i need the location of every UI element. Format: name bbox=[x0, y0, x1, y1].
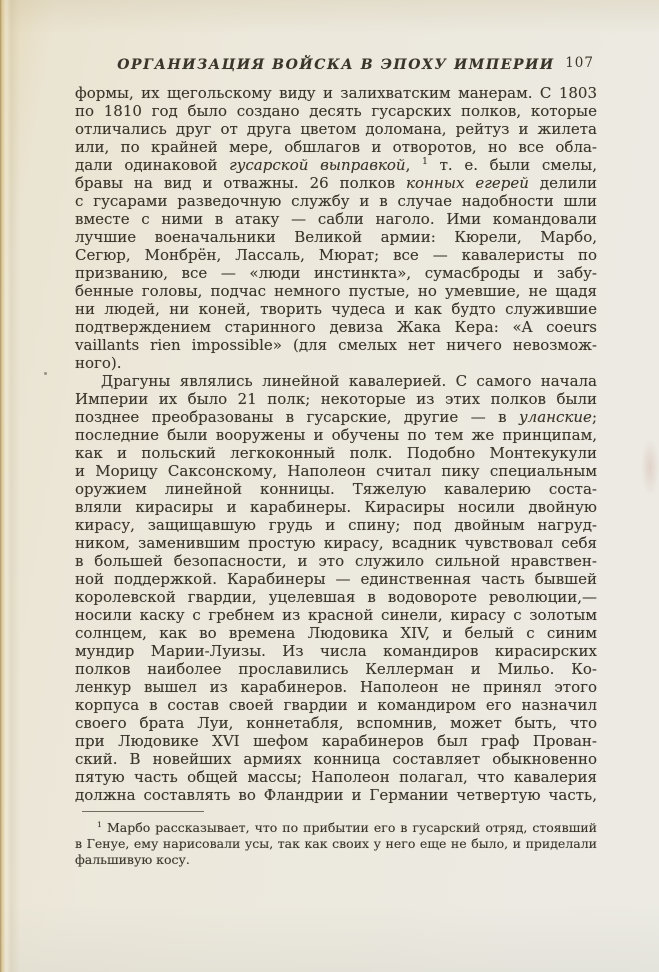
text-line: своего брата Луи, коннетабля, вспомнив, может быть, что bbox=[75, 714, 597, 732]
text-line: ного). bbox=[75, 354, 122, 372]
text-line: лучшие военачальники Великой армии: Кюрели, Марбо, bbox=[75, 228, 597, 246]
text-line: пятую часть общей массы; Наполеон полагал, что кавалерия bbox=[75, 768, 597, 786]
text-line: мундир Марии-Луизы. Из числа командиров кирасирских bbox=[75, 642, 597, 660]
text-line: $^1$ Марбо рассказывает, что по прибытии его в гусарский отряд, стоявший bbox=[97, 819, 597, 835]
text-line: кирасу, защищавшую грудь и спину; под двойным нагруд- bbox=[75, 516, 597, 534]
text-line: полков наиболее прославились Келлерман и Мильо. Ко- bbox=[75, 660, 597, 678]
text-line: королевской гвардии, уцелевшая в водовороте революции,— bbox=[75, 588, 597, 606]
page-gutter-edge bbox=[0, 0, 20, 972]
text-line: формы, их щегольскому виду и залихватским манерам. С 1803 bbox=[75, 84, 597, 102]
footnote-text bbox=[75, 820, 597, 868]
text-line: оружием линейной конницы. Тяжелую кавалерию соста- bbox=[75, 480, 597, 498]
text-line: Драгуны являлись линейной кавалерией. С самого начала bbox=[101, 372, 597, 390]
text-line: ский. В новейших армиях конница составляет обыкновенно bbox=[75, 750, 597, 768]
text-line: солнцем, как во времена Людовика XIV, и белый с синим bbox=[75, 624, 597, 642]
scan-speckle bbox=[44, 372, 47, 375]
text-line: ной поддержкой. Карабинеры — единственная часть бывшей bbox=[75, 570, 597, 588]
text-line: бравы на вид и отважны. 26 полков конных егерей делили bbox=[75, 174, 597, 192]
text-line: Империи их было 21 полк; некоторые из этих полков были bbox=[75, 390, 597, 408]
text-line: Сегюр, Монбрён, Лассаль, Мюрат; все — кавалеристы по bbox=[75, 246, 597, 264]
running-header bbox=[75, 54, 597, 72]
text-line: вляли кирасиры и карабинеры. Кирасиры носили двойную bbox=[75, 498, 597, 516]
text-line: и Морицу Саксонскому, Наполеон считал пику специальным bbox=[75, 462, 597, 480]
text-line: дали одинаковой гусарской выправкой, $^1$ т. е. были смелы, bbox=[75, 156, 598, 174]
text-line: вместе с ними в атаку — сабли наголо. Ими командовали bbox=[75, 210, 597, 228]
text-line: подтверждением старинного девиза Жака Кера: «A coeurs bbox=[75, 318, 597, 336]
scan-smudge bbox=[641, 438, 659, 496]
text-line: в большей безопасности, и это служило сильной нравствен- bbox=[75, 552, 597, 570]
page-number: 107 bbox=[565, 55, 594, 71]
text-line: отличались друг от друга цветом доломана, рейтуз и жилета bbox=[75, 120, 597, 138]
text-line: ленкур вышел из карабинеров. Наполеон не принял этого bbox=[75, 678, 597, 696]
page-content bbox=[75, 54, 597, 868]
paragraph bbox=[75, 372, 597, 804]
text-line: последние были вооружены и обучены по тем же принципам, bbox=[75, 426, 597, 444]
text-line: должна составлять во Фландрии и Германии четвертую часть, bbox=[75, 786, 597, 804]
text-line: призванию, все — «люди инстинкта», сумасброды и забу- bbox=[75, 264, 597, 282]
text-line: фальшивую косу. bbox=[75, 852, 190, 867]
text-line: ником, заменившим простую кирасу, всадник чувствовал себя bbox=[75, 534, 597, 552]
text-line: по 1810 год было создано десять гусарских полков, которые bbox=[75, 102, 597, 120]
text-line: с гусарами разведочную службу и в случае надобности шли bbox=[75, 192, 597, 210]
page-body bbox=[75, 84, 597, 804]
footnote-separator bbox=[82, 811, 204, 812]
text-line: как и польский легкоконный полк. Подобно Монтекукули bbox=[75, 444, 597, 462]
text-line: бенные головы, подчас немного пустые, но умевшие, не щадя bbox=[75, 282, 597, 300]
text-line: позднее преобразованы в гусарские, другие — в уланские; bbox=[75, 408, 597, 426]
text-line: при Людовике XVI шефом карабинеров был граф Прован- bbox=[75, 732, 597, 750]
text-line: в Генуе, ему нарисовали усы, так как своих у него еще не было, и приделали bbox=[75, 836, 597, 851]
text-line: vaillants rien impossible» (для смелых нет ничего невозмож- bbox=[75, 336, 597, 354]
text-line: носили каску с гребнем из красной синели, кирасу с золотым bbox=[75, 606, 597, 624]
running-header-title: ОРГАНИЗАЦИЯ ВОЙСКА В ЭПОХУ ИМПЕРИИ bbox=[117, 57, 555, 73]
paragraph bbox=[75, 84, 597, 372]
paragraph bbox=[75, 820, 597, 868]
text-line: или, по крайней мере, обшлагов и отворотов, но все обла- bbox=[75, 138, 597, 156]
footnote bbox=[75, 811, 597, 868]
text-line: ни людей, ни коней, творить чудеса и как будто служившие bbox=[75, 300, 597, 318]
text-line: корпуса в состав своей гвардии и командиром его назначил bbox=[75, 696, 597, 714]
